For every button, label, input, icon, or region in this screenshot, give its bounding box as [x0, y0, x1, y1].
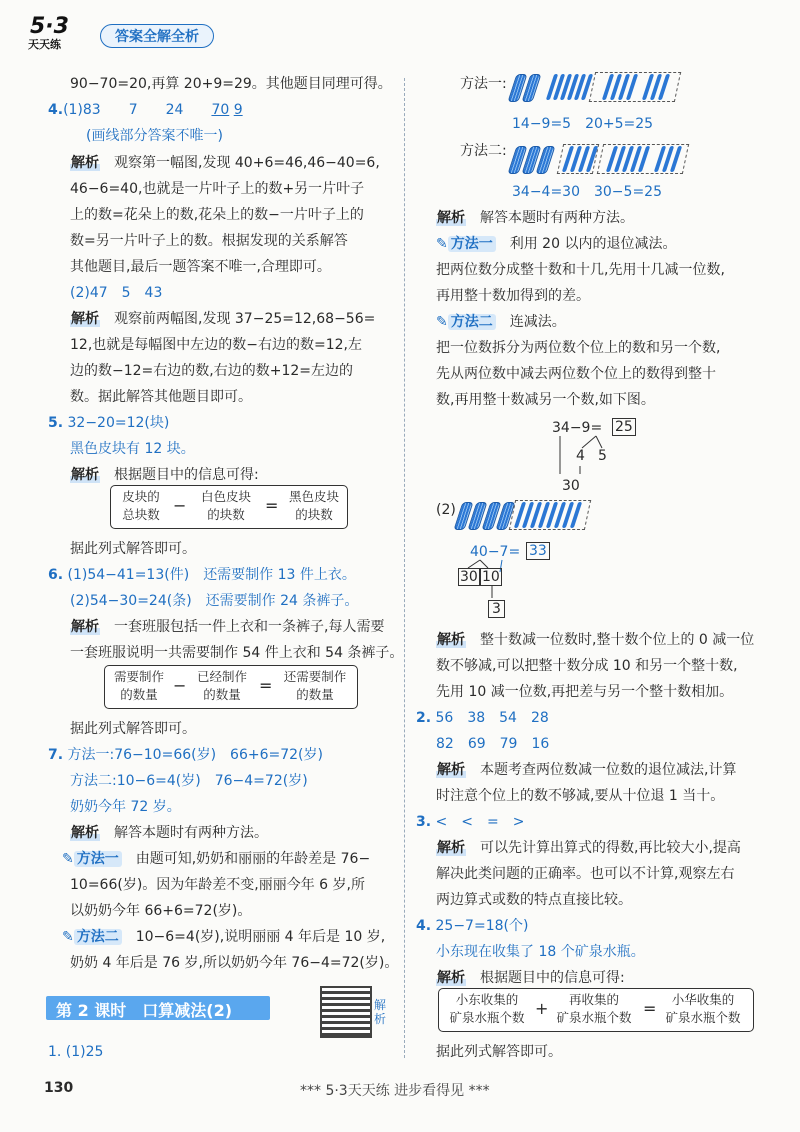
q5-answer: 5. 32−20=12(块)	[48, 415, 170, 431]
analysis-line: 解析 根据题目中的信息可得:	[437, 970, 625, 986]
text-line: 12,也就是每幅图中左边的数−右边的数=12,左	[70, 337, 362, 353]
q4-answer: 4.(1)83 7 24 70 9	[48, 102, 243, 118]
text-line: 两边算式或数的特点直接比较。	[436, 892, 632, 908]
method-two-equations: 34−4=30 30−5=25	[512, 184, 662, 200]
method-two-line: ✎ 方法二 10−6=4(岁),说明丽丽 4 年后是 10 岁,	[62, 929, 386, 945]
method-one-line: ✎ 方法一 由题可知,奶奶和丽丽的年龄差是 76−	[62, 851, 371, 867]
logo	[26, 14, 96, 52]
text-line: 数。据此解答其他题目即可。	[70, 389, 252, 405]
logo-top: 5·3	[30, 14, 69, 39]
q3-answer: 3. < < = >	[416, 814, 525, 830]
analysis-line: 解析 解答本题时有两种方法。	[437, 210, 634, 226]
method-two-label: 方法二:	[460, 143, 507, 159]
q7-conclusion: 奶奶今年 72 岁。	[70, 799, 181, 815]
analysis-line: 解析 可以先计算出算式的得数,再比较大小,提高	[437, 840, 741, 856]
qr-label: 解析	[374, 998, 387, 1026]
logo-bottom: 天天练	[28, 38, 61, 51]
q5-relation-box: 皮块的 总块数 − 白色皮块 的块数 = 黑色皮块 的块数	[110, 485, 348, 529]
text-line: 先从两位数中减去两位数个位上的数得到整十	[436, 366, 716, 382]
split-diagram-2: 40−7= 33 30 10 3	[456, 542, 566, 622]
text-line: 数=另一片叶子上的数。根据发现的关系解答	[70, 233, 348, 249]
q2-answer: 2. 56 38 54 28	[416, 710, 549, 726]
lesson-heading: 第 2 课时 口算减法(2)	[46, 996, 270, 1020]
q4-note: (画线部分答案不唯一)	[86, 128, 223, 144]
text-line: 把一位数拆分为两位数个位上的数和另一个数,	[436, 340, 721, 356]
text-line: 边的数−12=右边的数,右边的数+12=左边的	[70, 363, 354, 379]
q1-answer: 1. (1)25	[48, 1044, 104, 1060]
q2-answer-row2: 82 69 79 16	[436, 736, 550, 752]
text-line: 时注意个位上的数不够减,要从十位退 1 当十。	[436, 788, 725, 804]
text-line: 10=66(岁)。因为年龄差不变,丽丽今年 6 岁,所	[70, 877, 365, 893]
method-two-line: ✎ 方法二 连减法。	[436, 314, 566, 330]
analysis-line: 解析 根据题目中的信息可得:	[71, 467, 259, 483]
text-line: 数,再用整十数减另一个数,如下图。	[436, 392, 655, 408]
text-line: 把两位数分成整十数和十几,先用十几减一位数,	[436, 262, 725, 278]
text-line: 先用 10 减一位数,再把差与另一个整十数相加。	[436, 684, 734, 700]
analysis-line: 解析 观察前两幅图,发现 37−25=12,68−56=	[71, 311, 376, 327]
text-line: 据此列式解答即可。	[436, 1044, 562, 1060]
text-line: 上的数=花朵上的数,花朵上的数−一片叶子上的	[70, 207, 364, 223]
sticks-figure-2	[510, 144, 690, 176]
method-one-equations: 14−9=5 20+5=25	[512, 116, 654, 132]
text-line: 以奶奶今年 66+6=72(岁)。	[70, 903, 252, 919]
q6-relation-box: 需要制作 的数量 − 已经制作 的数量 = 还需要制作 的数量	[104, 665, 358, 709]
sticks-figure-1	[510, 72, 680, 104]
analysis-line: 解析 本题考查两位数减一位数的退位减法,计算	[437, 762, 737, 778]
q5-conclusion: 黑色皮块有 12 块。	[70, 441, 195, 457]
q4-relation-box: 小东收集的 矿泉水瓶个数 + 再收集的 矿泉水瓶个数 = 小华收集的 矿泉水瓶个数	[438, 988, 754, 1032]
method-one-label: 方法一:	[460, 76, 507, 92]
analysis-line: 解析 观察第一幅图,发现 40+6=46,46−40=6,	[71, 155, 380, 171]
text-line: 其他题目,最后一题答案不唯一,合理即可。	[70, 259, 331, 275]
page-number: 130	[44, 1080, 74, 1096]
q4-conclusion: 小东现在收集了 18 个矿泉水瓶。	[436, 944, 645, 960]
analysis-line: 解析 解答本题时有两种方法。	[71, 825, 268, 841]
q2-sub-label: (2)	[436, 502, 456, 518]
q6-answer-2: (2)54−30=24(条) 还需要制作 24 条裤子。	[70, 593, 359, 609]
method-one-line: ✎ 方法一 利用 20 以内的退位减法。	[436, 236, 677, 252]
split-diagram-1: 34−9= 25 4 5 30	[552, 418, 662, 498]
q4-answer-2: (2)47 5 43	[70, 285, 163, 301]
pen-icon: ✎	[436, 236, 448, 252]
analysis-line: 解析 整十数减一位数时,整十数个位上的 0 减一位	[437, 632, 755, 648]
q7-answer-1: 7. 方法一:76−10=66(岁) 66+6=72(岁)	[48, 747, 323, 763]
text-line: 46−6=40,也就是一片叶子上的数+另一片叶子	[70, 181, 365, 197]
header-tag: 答案全解全析	[100, 24, 214, 48]
text-line: 一套班服说明一共需要制作 54 件上衣和 54 条裤子。	[70, 645, 404, 661]
text-line: 数不够减,可以把整十数分成 10 和另一个整十数,	[436, 658, 738, 674]
footer-slogan: *** 5·3天天练 进步看得见 ***	[300, 1083, 490, 1099]
text-line: 解决此类问题的正确率。也可以不计算,观察左右	[436, 866, 735, 882]
sticks-figure-3	[456, 500, 596, 532]
pen-icon: ✎	[436, 314, 448, 330]
text-line: 据此列式解答即可。	[70, 541, 196, 557]
text-line: 奶奶 4 年后是 76 岁,所以奶奶今年 76−4=72(岁)。	[70, 955, 399, 971]
column-divider	[404, 78, 405, 1058]
text-line: 再用整十数加得到的差。	[436, 288, 590, 304]
q6-answer-1: 6. (1)54−41=13(件) 还需要制作 13 件上衣。	[48, 567, 356, 583]
q4-answer: 4. 25−7=18(个)	[416, 918, 529, 934]
pen-icon: ✎	[62, 929, 74, 945]
qr-code[interactable]	[320, 986, 372, 1038]
text-line: 90−70=20,再算 20+9=29。其他题目同理可得。	[70, 76, 392, 92]
analysis-line: 解析 一套班服包括一件上衣和一条裤子,每人需要	[71, 619, 385, 635]
pen-icon: ✎	[62, 851, 74, 867]
q7-answer-2: 方法二:10−6=4(岁) 76−4=72(岁)	[70, 773, 308, 789]
text-line: 据此列式解答即可。	[70, 721, 196, 737]
